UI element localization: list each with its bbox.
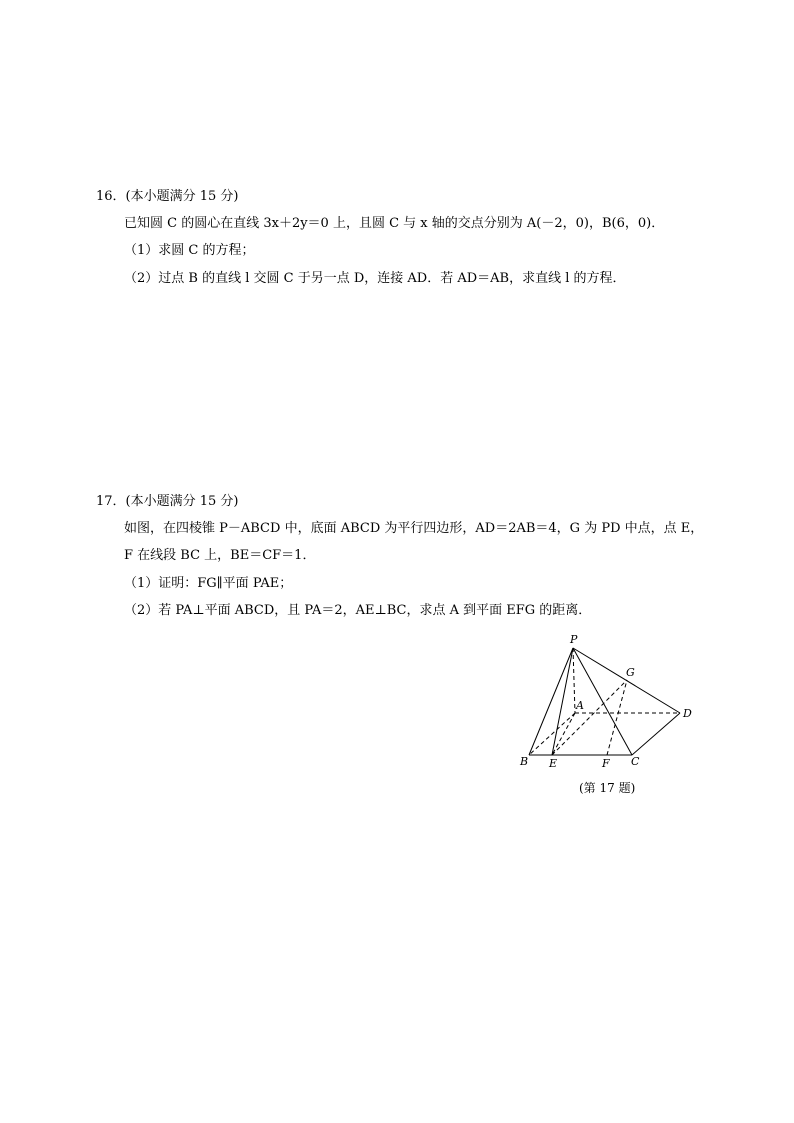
label-F: F (602, 757, 610, 770)
edge-FG (607, 680, 627, 755)
q17-part1: （1）证明：FG∥平面 PAE； (124, 576, 293, 591)
q17-stem-line2: F 在线段 BC 上，BE＝CF＝1． (124, 548, 316, 563)
q17-header: 17．(本小题满分 15 分) (96, 494, 239, 509)
label-C: C (631, 755, 640, 768)
edge-EG (552, 680, 627, 755)
label-G: G (626, 666, 635, 679)
label-B: B (520, 755, 529, 768)
edge-AE (552, 713, 575, 755)
q17-stem-line1: 如图，在四棱锥 P－ABCD 中，底面 ABCD 为平行四边形，AD＝2AB＝4，G 为 PD 中点，点 E， (124, 521, 704, 536)
label-E: E (549, 757, 558, 770)
edge-PB (529, 648, 573, 755)
edge-CD (632, 713, 680, 755)
q16-stem: 已知圆 C 的圆心在直线 3x＋2y＝0 上，且圆 C 与 x 轴的交点分别为 A(－2，0)，B(6，0)． (124, 216, 665, 231)
q16-part2: （2）过点 B 的直线 l 交圆 C 于另一点 D，连接 AD．若 AD＝AB，求直线 l 的方程． (124, 271, 626, 286)
q17-pyramid-figure (500, 628, 720, 778)
edge-PA (573, 648, 575, 713)
q17-part2: （2）若 PA⊥平面 ABCD，且 PA＝2，AE⊥BC，求点 A 到平面 EFG 的距离． (124, 603, 592, 618)
q17-figure-caption: (第 17 题) (579, 781, 636, 795)
label-A: A (576, 699, 584, 712)
label-P: P (570, 633, 578, 646)
q16-part1: （1）求圆 C 的方程； (124, 243, 255, 258)
label-D: D (683, 707, 692, 720)
edge-AB (529, 713, 575, 755)
edge-PE (552, 648, 573, 755)
q16-header: 16．(本小题满分 15 分) (96, 189, 239, 204)
